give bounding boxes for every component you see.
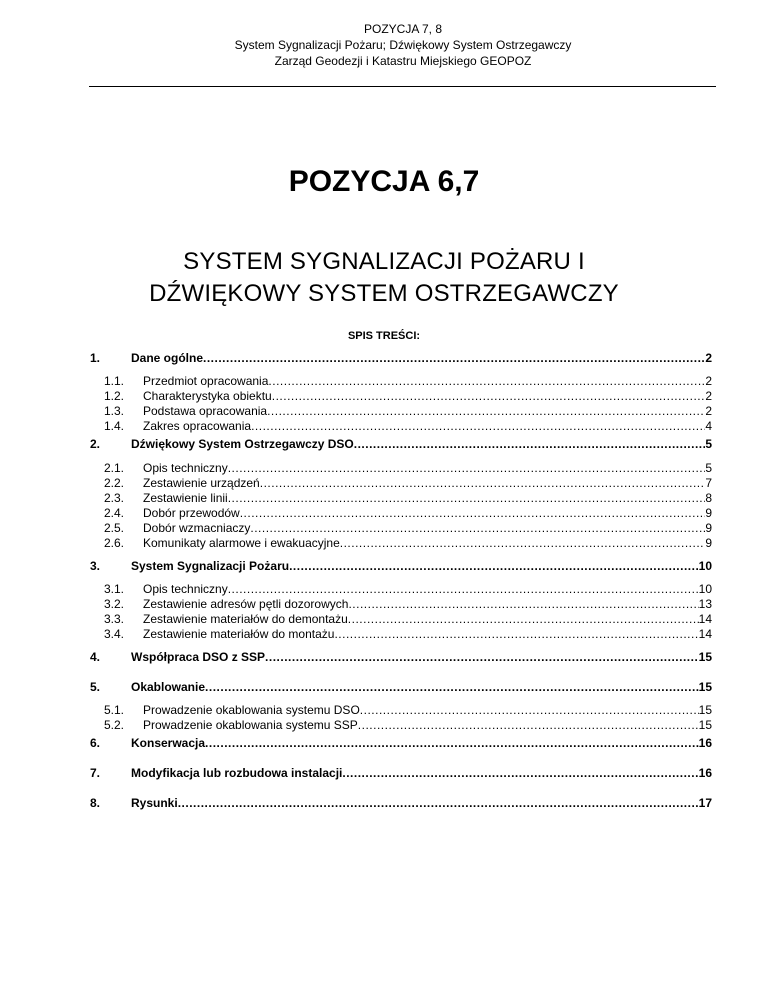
toc-leader-dots [267, 404, 705, 418]
toc-leader-dots [348, 612, 699, 626]
toc-entry-title: Modyfikacja lub rozbudowa instalacji [131, 766, 343, 780]
toc-entry-title: Opis techniczny [143, 582, 228, 596]
toc-entry-2-1[interactable] [104, 461, 712, 475]
toc-leader-dots [228, 582, 699, 596]
document-title: POZYCJA 6,7 [288, 165, 480, 198]
toc-entry-page: 15 [698, 718, 712, 732]
header-line-3: Zarząd Geodezji i Katastru Miejskiego GEOPOZ [274, 54, 532, 68]
toc-entry-page: 2 [705, 404, 712, 418]
toc-entry-title: Dźwiękowy System Ostrzegawczy DSO [131, 437, 354, 451]
toc-entry-number: 7. [90, 766, 101, 780]
subtitle-line-1: SYSTEM SYGNALIZACJI POŻARU I [183, 248, 585, 275]
toc-leader-dots [250, 521, 705, 535]
toc-leader-dots [228, 491, 706, 505]
toc-leader-dots [272, 389, 706, 403]
toc-leader-dots [228, 461, 706, 475]
toc-entry-number: 2.5. [104, 521, 125, 535]
toc-entry-number: 2.4. [104, 506, 125, 520]
toc-entry-2[interactable] [90, 437, 712, 451]
toc-entry-number: 1. [90, 351, 101, 365]
toc-entry-number: 3.4. [104, 627, 125, 641]
toc-entry-1-2[interactable] [104, 389, 712, 403]
toc-entry-number: 3. [90, 559, 101, 573]
toc-entry-title: Prowadzenie okablowania systemu SSP [143, 718, 358, 732]
toc-entry-title: Opis techniczny [143, 461, 228, 475]
toc-leader-dots [289, 559, 699, 573]
toc-entry-1-4[interactable] [104, 419, 712, 433]
toc-leader-dots [240, 506, 706, 520]
toc-entry-number: 4. [90, 650, 101, 664]
toc-entry-number: 3.2. [104, 597, 125, 611]
toc-entry-page: 5 [705, 461, 712, 475]
toc-entry-3-1[interactable] [104, 582, 712, 596]
toc-entry-page: 2 [705, 351, 712, 365]
toc-entry-page: 15 [698, 680, 712, 694]
toc-entry-page: 8 [705, 491, 712, 505]
toc-entry-page: 2 [705, 374, 712, 388]
toc-entry-number: 2. [90, 437, 101, 451]
toc-entry-page: 9 [705, 521, 712, 535]
toc-entry-number: 2.3. [104, 491, 125, 505]
toc-entry-title: Rysunki [131, 796, 178, 810]
document-subtitle [0, 246, 768, 310]
toc-entry-title: Prowadzenie okablowania systemu DSO [143, 703, 360, 717]
subtitle-line-2: DŹWIĘKOWY SYSTEM OSTRZEGAWCZY [149, 280, 619, 307]
toc-entry-title: System Sygnalizacji Pożaru [131, 559, 290, 573]
header-line-2: System Sygnalizacji Pożaru; Dźwiękowy System Ostrzegawczy [234, 38, 572, 52]
toc-entry-page: 15 [698, 650, 712, 664]
toc-entry-2-2[interactable] [104, 476, 712, 490]
toc-entry-title: Zestawienie materiałów do demontażu [143, 612, 348, 626]
toc-entry-page: 13 [698, 597, 712, 611]
toc-entry-title: Zakres opracowania [143, 419, 252, 433]
toc-leader-dots [268, 374, 705, 388]
page-header [90, 21, 716, 69]
toc-entry-number: 5.1. [104, 703, 125, 717]
toc-leader-dots [342, 766, 698, 780]
toc-entry-page: 14 [698, 627, 712, 641]
toc-leader-dots [348, 597, 698, 611]
toc-entry-title: Dobór przewodów [143, 506, 240, 520]
toc-entry-2-4[interactable] [104, 506, 712, 520]
toc-entry-2-6[interactable] [104, 536, 712, 550]
toc-entry-title: Dobór wzmacniaczy [143, 521, 251, 535]
toc-leader-dots [205, 736, 699, 750]
toc-entry-4[interactable] [90, 650, 712, 664]
toc-entry-title: Przedmiot opracowania [143, 374, 269, 388]
toc-entry-page: 15 [698, 703, 712, 717]
toc-entry-number: 8. [90, 796, 101, 810]
toc-leader-dots [203, 351, 705, 365]
toc-leader-dots [340, 536, 706, 550]
toc-entry-8[interactable] [90, 796, 712, 810]
toc-entry-3-2[interactable] [104, 597, 712, 611]
toc-entry-number: 1.1. [104, 374, 125, 388]
toc-entry-title: Konserwacja [131, 736, 206, 750]
toc-entry-title: Komunikaty alarmowe i ewakuacyjne [143, 536, 340, 550]
toc-entry-title: Podstawa opracowania [143, 404, 268, 418]
toc-entry-2-3[interactable] [104, 491, 712, 505]
toc-entry-5[interactable] [90, 680, 712, 694]
toc-entry-title: Okablowanie [131, 680, 206, 694]
toc-entry-number: 1.2. [104, 389, 125, 403]
toc-entry-title: Zestawienie materiałów do montażu [143, 627, 335, 641]
toc-entry-2-5[interactable] [104, 521, 712, 535]
toc-leader-dots [251, 419, 705, 433]
toc-entry-title: Charakterystyka obiektu [143, 389, 272, 403]
toc-entry-page: 10 [698, 582, 712, 596]
toc-leader-dots [178, 796, 699, 810]
toc-entry-number: 3.1. [104, 582, 125, 596]
toc-entry-number: 1.4. [104, 419, 125, 433]
toc-entry-page: 9 [705, 536, 712, 550]
toc-entry-title: Zestawienie adresów pętli dozorowych [143, 597, 349, 611]
toc-entry-1[interactable] [90, 351, 712, 365]
toc-entry-page: 16 [698, 736, 712, 750]
toc-entry-number: 6. [90, 736, 101, 750]
toc-entry-number: 2.6. [104, 536, 125, 550]
toc-entry-title: Dane ogólne [131, 351, 204, 365]
toc-leader-dots [260, 476, 706, 490]
toc-entry-number: 3.3. [104, 612, 125, 626]
toc-entry-7[interactable] [90, 766, 712, 780]
toc-leader-dots [354, 437, 706, 451]
toc-entry-5-1[interactable] [104, 703, 712, 717]
header-line-1: POZYCJA 7, 8 [363, 22, 443, 36]
toc-entry-title: Zestawienie linii [143, 491, 228, 505]
toc-entry-page: 9 [705, 506, 712, 520]
toc-leader-dots [358, 718, 699, 732]
toc-entry-1-1[interactable] [104, 374, 712, 388]
toc-entry-page: 16 [698, 766, 712, 780]
toc-entry-number: 1.3. [104, 404, 125, 418]
toc-entry-number: 5. [90, 680, 101, 694]
toc-entry-page: 2 [705, 389, 712, 403]
toc-entry-page: 7 [705, 476, 712, 490]
toc-entry-title: Zestawienie urządzeń [143, 476, 260, 490]
toc-entry-page: 14 [698, 612, 712, 626]
toc-heading: SPIS TREŚCI: [347, 330, 421, 342]
toc-entry-number: 2.2. [104, 476, 125, 490]
toc-entry-number: 2.1. [104, 461, 125, 475]
toc-entry-3-4[interactable] [104, 627, 712, 641]
toc-entry-page: 5 [705, 437, 712, 451]
toc-entry-page: 4 [705, 419, 712, 433]
toc-leader-dots [334, 627, 698, 641]
toc-leader-dots [360, 703, 699, 717]
toc-entry-3-3[interactable] [104, 612, 712, 626]
toc-entry-3[interactable] [90, 559, 712, 573]
toc-entry-title: Współpraca DSO z SSP [131, 650, 266, 664]
toc-leader-dots [205, 680, 699, 694]
toc-leader-dots [265, 650, 699, 664]
toc-entry-page: 17 [698, 796, 712, 810]
toc-entry-page: 10 [698, 559, 712, 573]
toc-entry-6[interactable] [90, 736, 712, 750]
toc-entry-number: 5.2. [104, 718, 125, 732]
header-divider [89, 86, 716, 87]
toc-entry-1-3[interactable] [104, 404, 712, 418]
toc-entry-5-2[interactable] [104, 718, 712, 732]
